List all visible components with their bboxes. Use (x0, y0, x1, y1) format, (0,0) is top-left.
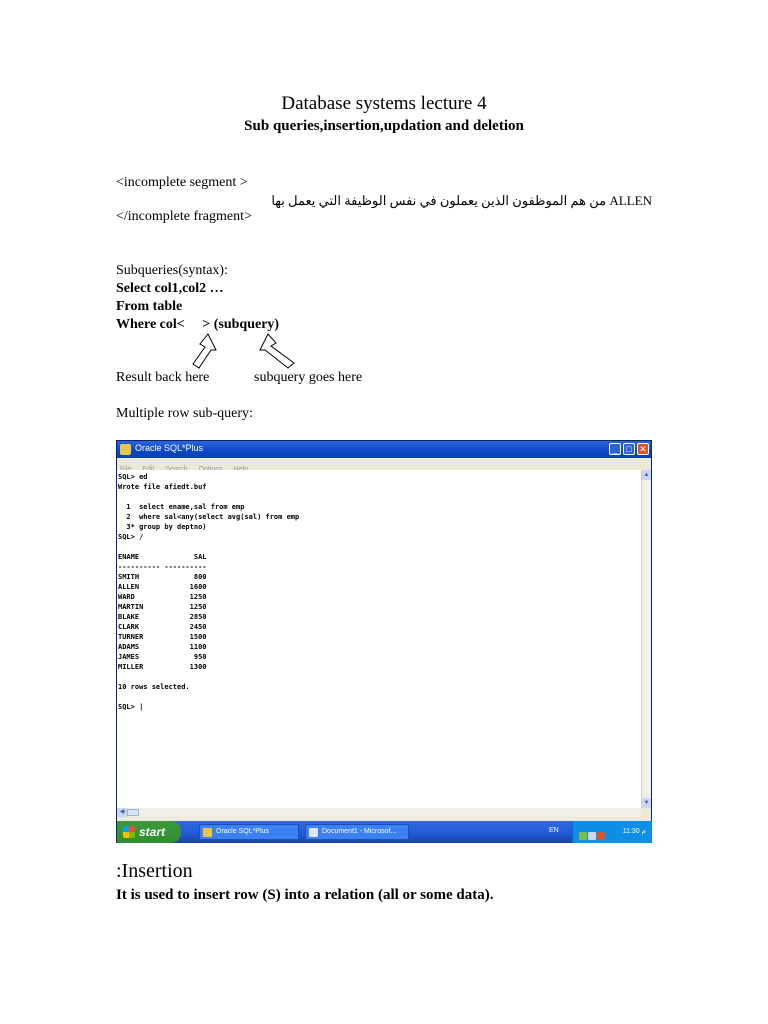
label-subquery-goes-here: subquery goes here (254, 370, 363, 385)
horizontal-scrollbar[interactable] (117, 808, 641, 817)
sql-console[interactable] (117, 470, 641, 808)
syntax-select-line: Select col1,col2 … (116, 281, 224, 296)
window-titlebar (117, 441, 651, 458)
arrow-up-right-icon (260, 334, 294, 368)
language-indicator[interactable]: EN (549, 827, 559, 834)
syntax-from-line: From table (116, 299, 183, 314)
document-title: Database systems lecture 4 (281, 93, 487, 114)
tray-security-icon[interactable] (597, 832, 605, 840)
windows-flag-icon (123, 826, 135, 838)
horizontal-scroll-thumb[interactable] (127, 809, 139, 816)
arrow-up-left-icon (193, 334, 216, 368)
scroll-left-icon[interactable]: ◀ (117, 808, 127, 817)
word-document-icon (309, 828, 318, 837)
vertical-scrollbar[interactable] (641, 470, 651, 808)
taskbar-item-label: Oracle SQL*Plus (216, 828, 269, 835)
minimize-button[interactable]: _ (609, 443, 621, 455)
console-output: SQL> ed Wrote file afiedt.buf 1 select ename,sal from emp 2 where sal<any(select avg(sal) from emp 3* group by deptno) SQL> / ENAME SAL ---------- ---------- SMITH 800 ALLEN 1600 WARD 1250 MARTIN 1250 BLAKE 2850 CLARK 2450 TURNER 1500 ADAMS 1100 JAMES 950 MILLER 1300 10 rows selected. SQL> | (118, 473, 300, 711)
tray-network-icon[interactable] (579, 832, 587, 840)
taskbar-item-sqlplus[interactable] (199, 824, 299, 840)
incomplete-segment-open: <incomplete segment > (116, 175, 248, 190)
windows-taskbar (117, 821, 651, 843)
multiple-row-heading: Multiple row sub-query: (116, 406, 253, 421)
scroll-up-icon[interactable]: ▲ (643, 472, 650, 478)
taskbar-clock: 11:30 م (622, 828, 646, 835)
insertion-heading: :Insertion (116, 860, 193, 882)
syntax-where-line: Where col< > (subquery) (116, 317, 280, 332)
sqlplus-task-icon (203, 828, 212, 837)
document-subtitle: Sub queries,insertion,updation and deletion (244, 118, 524, 134)
syntax-arrows (170, 330, 320, 370)
taskbar-item-document[interactable] (305, 824, 409, 840)
arabic-question: ALLEN من هم الموظفون الذين يعملون في نفس الوظيفة التي يعمل بها (271, 193, 652, 208)
subqueries-heading: Subqueries(syntax): (116, 263, 228, 278)
tray-monitor-icon[interactable] (588, 832, 596, 840)
incomplete-fragment-close: </incomplete fragment> (116, 209, 252, 224)
sqlplus-screenshot (116, 440, 652, 843)
scroll-down-icon[interactable]: ▼ (643, 800, 650, 806)
window-title: Oracle SQL*Plus (135, 443, 204, 453)
maximize-button[interactable]: □ (623, 443, 635, 455)
label-result-back-here: Result back here (116, 370, 210, 385)
start-button[interactable] (117, 821, 181, 843)
close-button[interactable]: ✕ (637, 443, 649, 455)
start-label: start (139, 825, 166, 839)
system-tray (572, 821, 652, 843)
menu-bar (117, 458, 651, 470)
insertion-description: It is used to insert row (S) into a relation (all or some data). (116, 887, 494, 903)
taskbar-item-label: Document1 - Microsof... (322, 828, 397, 835)
sqlplus-app-icon (120, 444, 131, 455)
